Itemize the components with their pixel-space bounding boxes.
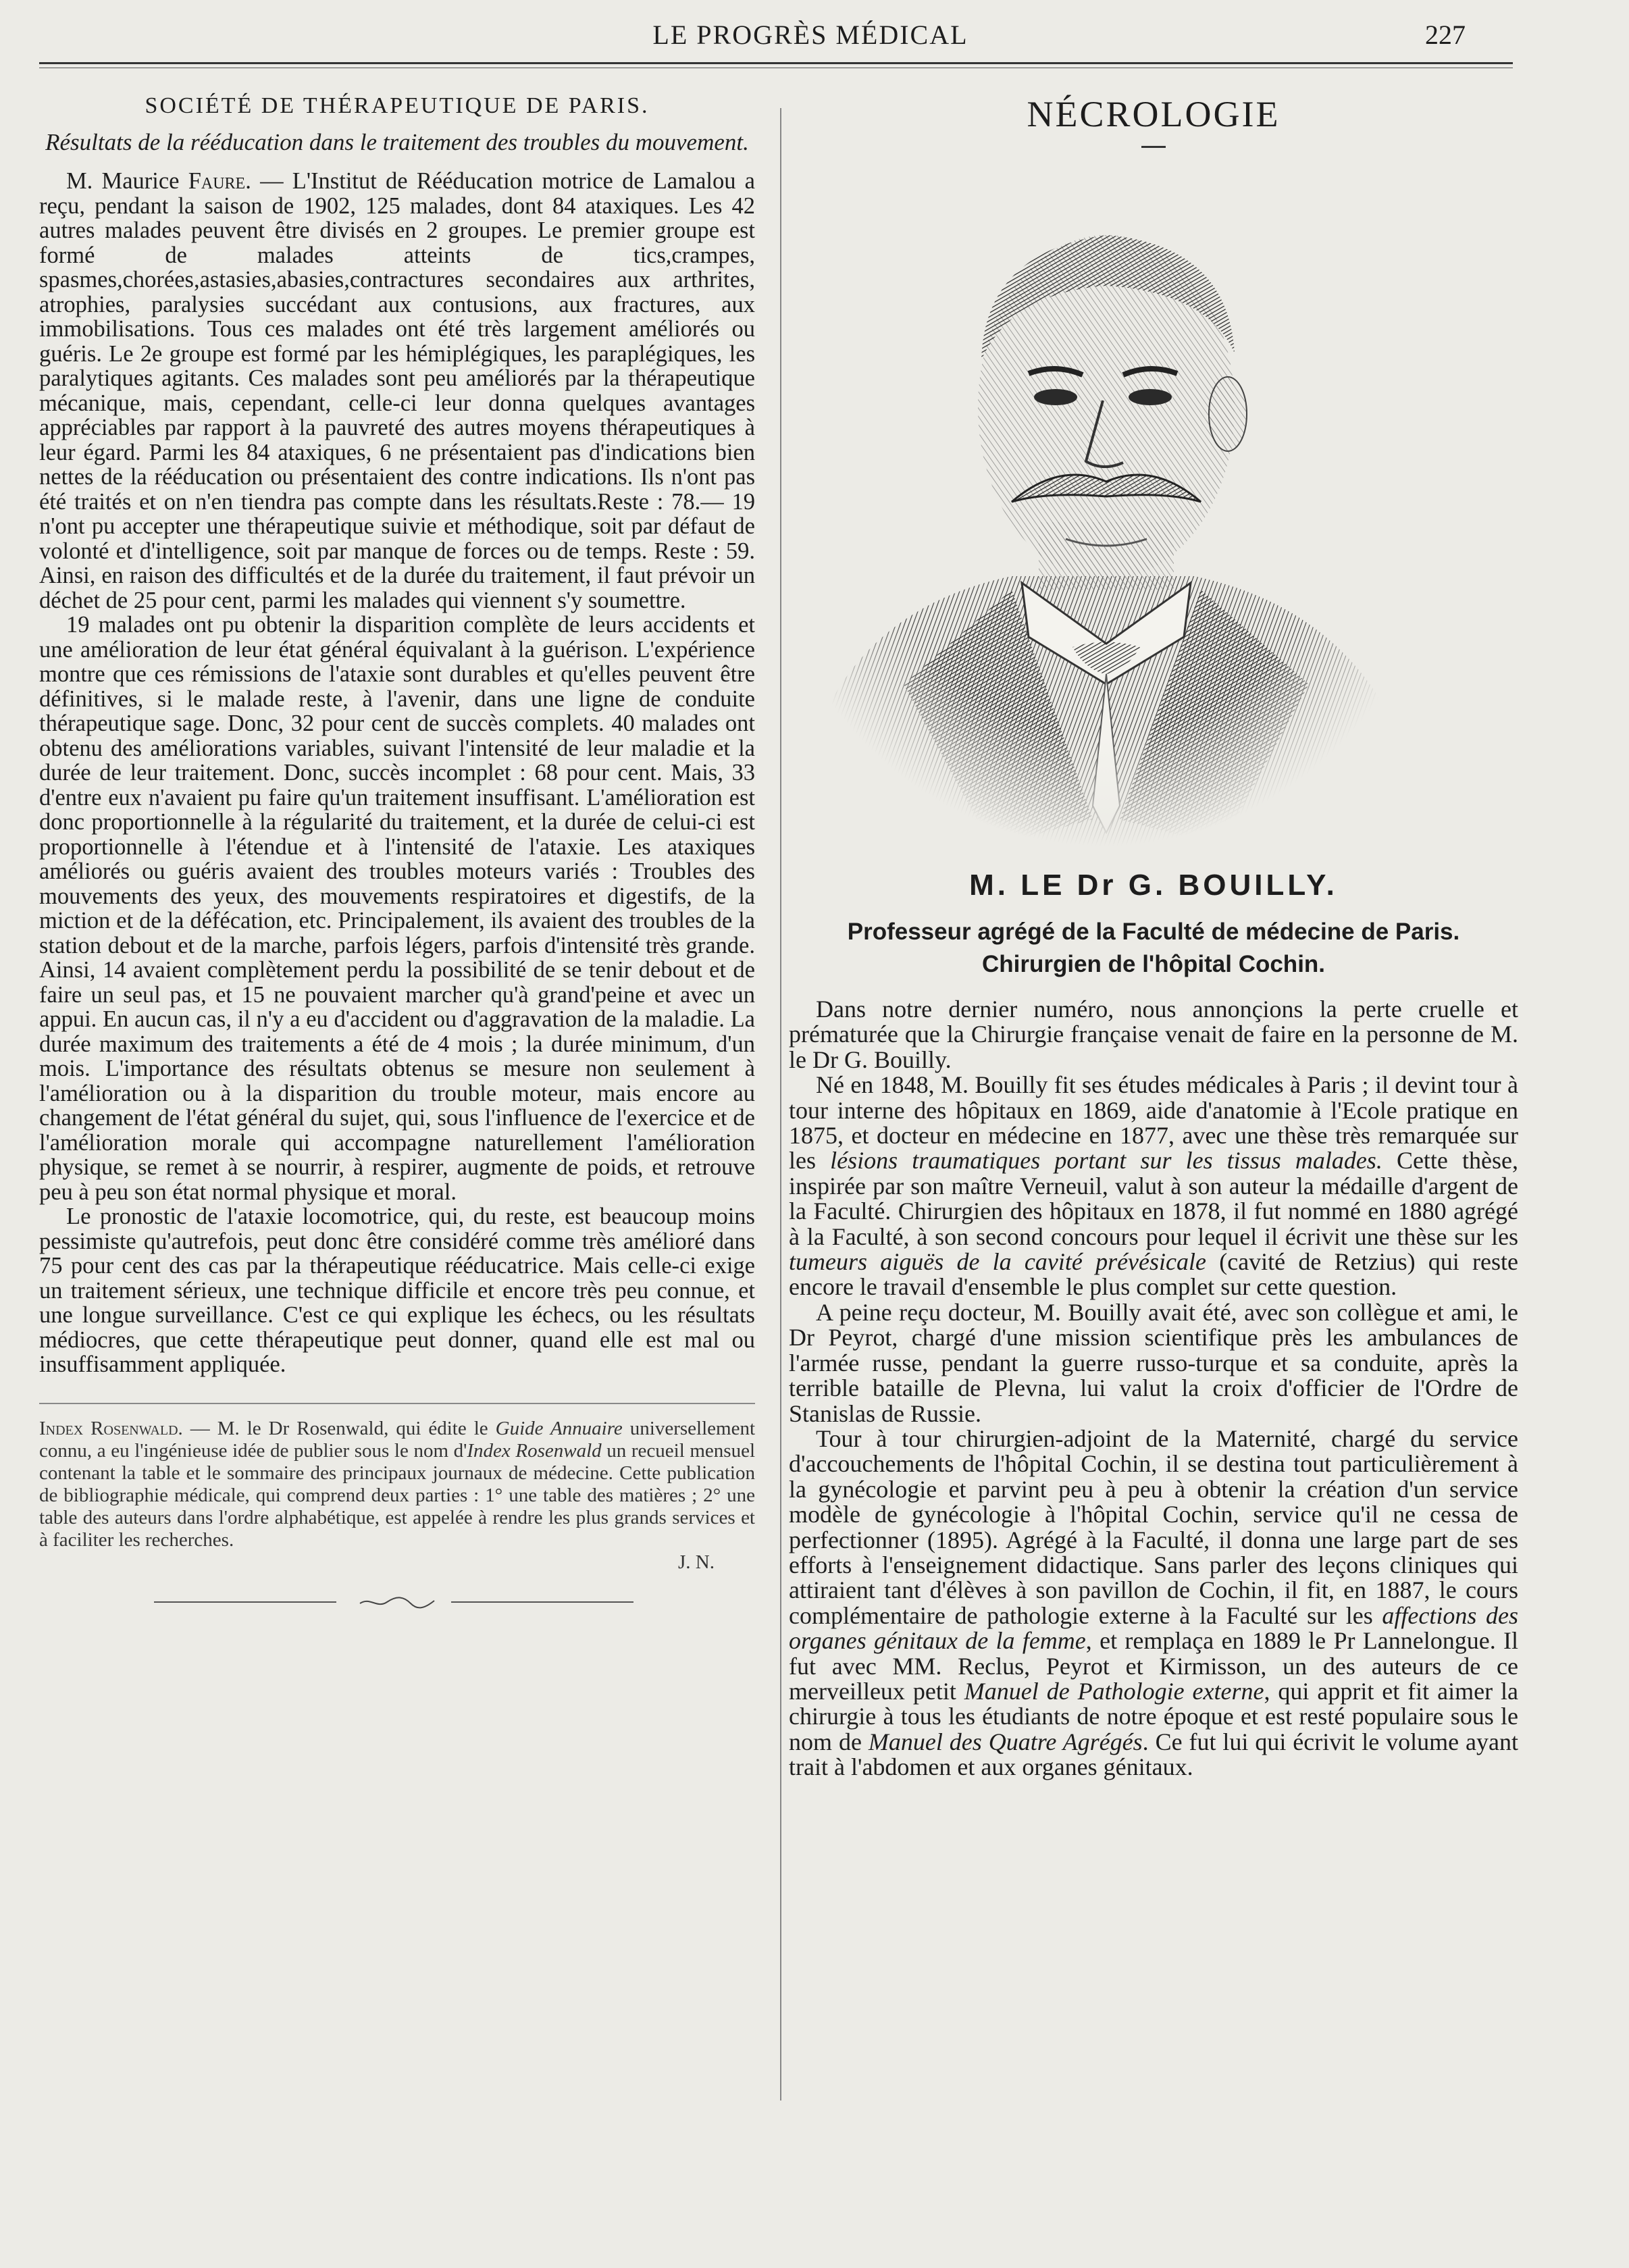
portrait-caption-name: M. LE Dr G. BOUILLY. bbox=[969, 869, 1338, 902]
note-italic-1: Guide Annuaire bbox=[495, 1417, 623, 1439]
end-ornament bbox=[154, 1594, 640, 1610]
portrait-caption-titles bbox=[789, 916, 1518, 981]
obituary-p4-part-d: . Ce fut lui qui écrivit le volume ayant trait à l'abdomen et aux organes génitaux. bbox=[789, 1728, 1519, 1781]
obituary-p4-italic-1: affections des organes génitaux de la femme bbox=[789, 1601, 1518, 1655]
necrology-heading: NÉCROLOGIE bbox=[1027, 94, 1281, 134]
note-signature: J. N. bbox=[678, 1551, 715, 1573]
ornament-swirl-icon bbox=[357, 1594, 438, 1610]
note-lead: Index Rosenwald. bbox=[39, 1417, 183, 1439]
running-head bbox=[0, 19, 1629, 66]
note-italic-2: Index Rosenwald bbox=[467, 1439, 602, 1462]
note-part-1: — M. le Dr Rosenwald, qui édite le bbox=[182, 1417, 496, 1439]
header-rule bbox=[39, 62, 1513, 64]
author-prefix: M. Maurice bbox=[66, 168, 188, 194]
obituary-p4-italic-2: Manuel de Pathologie externe bbox=[964, 1677, 1264, 1705]
obituary-p2-italic-2: tumeurs aiguës de la cavité prévésicale bbox=[789, 1248, 1206, 1276]
column-divider bbox=[780, 108, 781, 2101]
obituary-paragraph-3: A peine reçu docteur, M. Bouilly avait été, avec son collègue et ami, le Dr Peyrot, chargé d'une mission scientifique près les ambulances de l'armée russe, pendant la guerre russo-turque et sa conduite, après la terrible bataille de Plevna, lui valut la croix d'officier de l'Ordre de Stanislas de Russie. bbox=[789, 1298, 1518, 1427]
note-part-2: universellement connu, a eu l'ingénieuse idée de publier sous le nom d' bbox=[39, 1417, 756, 1462]
obituary-paragraph-4 bbox=[789, 1426, 1518, 1780]
left-column bbox=[39, 93, 755, 1610]
obituary-paragraph-1: Dans notre dernier numéro, nous annonçions la perte cruelle et prématurée que la Chirurgie française venait de faire en la personne de M. le Dr G. Bouilly. bbox=[789, 996, 1518, 1073]
obituary-p2-part-a: Né en 1848, M. Bouilly fit ses études médicales à Paris ; il devint tour à tour interne des hôpitaux en 1869, aide d'anatomie à l'Ecole pratique en 1875, et docteur en médecine en 1877, avec une thèse très remarquée sur les bbox=[789, 1071, 1518, 1175]
portrait-engraving bbox=[789, 171, 1417, 846]
obituary-p2-italic-1: lésions traumatiques portant sur les tissus malades. bbox=[830, 1147, 1382, 1175]
obituary-p4-part-c: , qui apprit et fit aimer la chirurgie à tous les étudiants de notre époque et est resté populaire sous le nom de bbox=[789, 1677, 1518, 1755]
obituary-p2-part-c: (cavité de Retzius) qui reste encore le travail d'ensemble le plus complet sur cette question. bbox=[789, 1248, 1519, 1301]
ornament-rule-left bbox=[154, 1601, 336, 1603]
caption-line-2: Chirurgien de l'hôpital Cochin. bbox=[981, 951, 1326, 977]
obituary-text bbox=[789, 997, 1518, 1780]
index-rosenwald-note bbox=[39, 1403, 755, 1574]
paragraph-2: 19 malades ont pu obtenir la disparition complète de leurs accidents et une amélioration de leur état général équivalant à la guérison. L'expérience montre que ces rémissions de l'ataxie sont durables et qu'elles peuvent être définitives, si le malade reste, à l'avenir, dans une ligne de conduite thérapeutique sage. Donc, 32 pour cent de succès complets. 40 malades ont obtenu des améliorations variables, suivant l'intensité de leur maladie et la durée de leur traitement. Donc, succès incomplet : 68 pour cent. Mais, 33 d'entre eux n'avaient pu faire qu'un traitement insuffisant. L'amélioration est donc proportionnelle à la régularité du traitement, et la durée de celui-ci est proportionnelle à l'étendue et à l'intensité de l'ataxie. Les ataxiques améliorés ou guéris avaient des troubles moteurs variés : Troubles des mouvements des yeux, des mouvements respiratoires et digestifs, de la miction et de la défécation, etc. Principalement, ils avaient des troubles de la station debout et de la marche, parfois légers, parfois d'intensité très grande. Ainsi, 14 avaient complètement perdu la possibilité de se tenir debout et de faire un seul pas, et 15 ne pouvaient marcher qu'à grand'peine et avec un appui. En aucun cas, il n'y a eu d'accident ou d'aggravation de la maladie. La durée maximum des traitements a été de 4 mois ; la durée minimum, d'un mois. L'importance des résultats obtenus se mesure non seulement à l'amélioration ou à la disparition du trouble moteur, mais encore au changement de l'état général du sujet, qui, sous l'influence de l'exercice et de l'amélioration morale qui accompagne naturellement l'amélioration physique, se remet à se nourrir, à respirer, augmente de poids, et retrouve peu à peu son état normal physique et moral. bbox=[39, 612, 755, 1205]
ornament-rule-right bbox=[451, 1601, 634, 1603]
paragraph-1-text: . — L'Institut de Rééducation motrice de Lamalou a reçu, pendant la saison de 1902, 125 malades, dont 84 ataxiques. Les 42 autres malades peuvent être divisés en 2 groupes. Le premier groupe est formé de malades atteints de tics,crampes, spasmes,chorées,astasies,abasies,contractures secondaires aux arthrites, atrophies, paralysies succédant aux contusions, aux fractures, aux immobilisations. Tous ces malades ont été très largement améliorés ou guéris. Le 2e groupe est formé par les hémiplégiques, les paraplégiques, les paralytiques agitants. Ces malades sont peu améliorés par la thérapeutique mécanique, mais, cependant, celle-ci leur donna quelques avantages appréciables par rapport à la pauvreté des autres moyens thérapeutiques à leur égard. Parmi les 84 ataxiques, 6 ne présentaient pas d'indications bien nettes de la rééducation ou présentaient des contre indications. Ils n'ont pas été traités et on n'en tiendra pas compte dans les résultats.Reste : 78.— 19 n'ont pu accepter une thérapeutique suivie et méthodique, soit par défaut de volonté et d'intelligence, soit par manque de forces ou de temps. Reste : 59. Ainsi, en raison des difficultés et de la durée du traitement, il faut prévoir un déchet de 25 pour cent, parmi les malades qui viennent s'y soumettre. bbox=[39, 168, 755, 613]
author-name: Faure bbox=[188, 168, 246, 194]
obituary-p2-part-b: Cette thèse, inspirée par son maître Verneuil, valut à son auteur la médaille d'argent de la Faculté. Chirurgien des hôpitaux en 1878, il fut nommé en 1880 agrégé à la Faculté, à son second concours pour lequel il écrivit une thèse sur les bbox=[789, 1147, 1518, 1250]
obituary-paragraph-2 bbox=[789, 1073, 1518, 1300]
heading-dash bbox=[1141, 146, 1166, 148]
obituary-p4-part-b: , et remplaça en 1889 le Pr Lannelongue. Il fut avec MM. Reclus, Peyrot et Kirmisson, un des auteurs de ce merveilleux petit bbox=[789, 1627, 1518, 1705]
paragraph-3: Le pronostic de l'ataxie locomotrice, qui, du reste, est beaucoup moins pessimiste qu'autrefois, peut donc être considéré comme très amélioré dans 75 pour cent des cas par la thérapeutique rééducatrice. Mais celle-ci exige un traitement sérieux, une technique difficile et encore très peu connue, et une longue surveillance. C'est ce qui explique les échecs, ou les résultats médiocres, que cette thérapeutique peut donner, quand elle est mal ou insuffisamment appliquée. bbox=[39, 1204, 755, 1377]
page-number: 227 bbox=[1425, 20, 1466, 50]
caption-line-1: Professeur agrégé de la Faculté de médecine de Paris. bbox=[847, 919, 1460, 945]
society-heading: SOCIÉTÉ DE THÉRAPEUTIQUE DE PARIS. bbox=[145, 93, 650, 118]
right-column bbox=[789, 93, 1518, 1780]
article-title: Résultats de la rééducation dans le traitement des troubles du mouvement. bbox=[45, 129, 749, 155]
paragraph-1 bbox=[39, 169, 755, 613]
journal-title: LE PROGRÈS MÉDICAL bbox=[652, 20, 968, 50]
note-part-3: un recueil mensuel contenant la table et le sommaire des principaux journaux de médecine. Cette publication de bibliographie médicale, qui comprend deux parties : 1° une table des matières ; 2° une table des auteurs dans l'ordre alphabétique, est appelée à rendre les plus grands services et à faciliter les recherches. bbox=[39, 1439, 755, 1551]
obituary-p4-italic-3: Manuel des Quatre Agrégés bbox=[868, 1728, 1143, 1755]
obituary-p4-part-a: Tour à tour chirurgien-adjoint de la Maternité, chargé du service d'accouchements de l'hôpital Cochin, il se destina tout particulièrement à la gynécologie et parvint peu à peu à obtenir la création d'un service modèle de gynécologie à l'hôpital Cochin, service qu'il ne cessa de perfectionner (1895). Agrégé à la Faculté, il donna une large part de ses efforts à l'enseignement didactique. Sans parler des leçons cliniques qui attiraient tant d'élèves à son pavillon de Cochin, il fit, en 1887, le cours complémentaire de pathologie externe à la Faculté sur les bbox=[789, 1424, 1518, 1629]
